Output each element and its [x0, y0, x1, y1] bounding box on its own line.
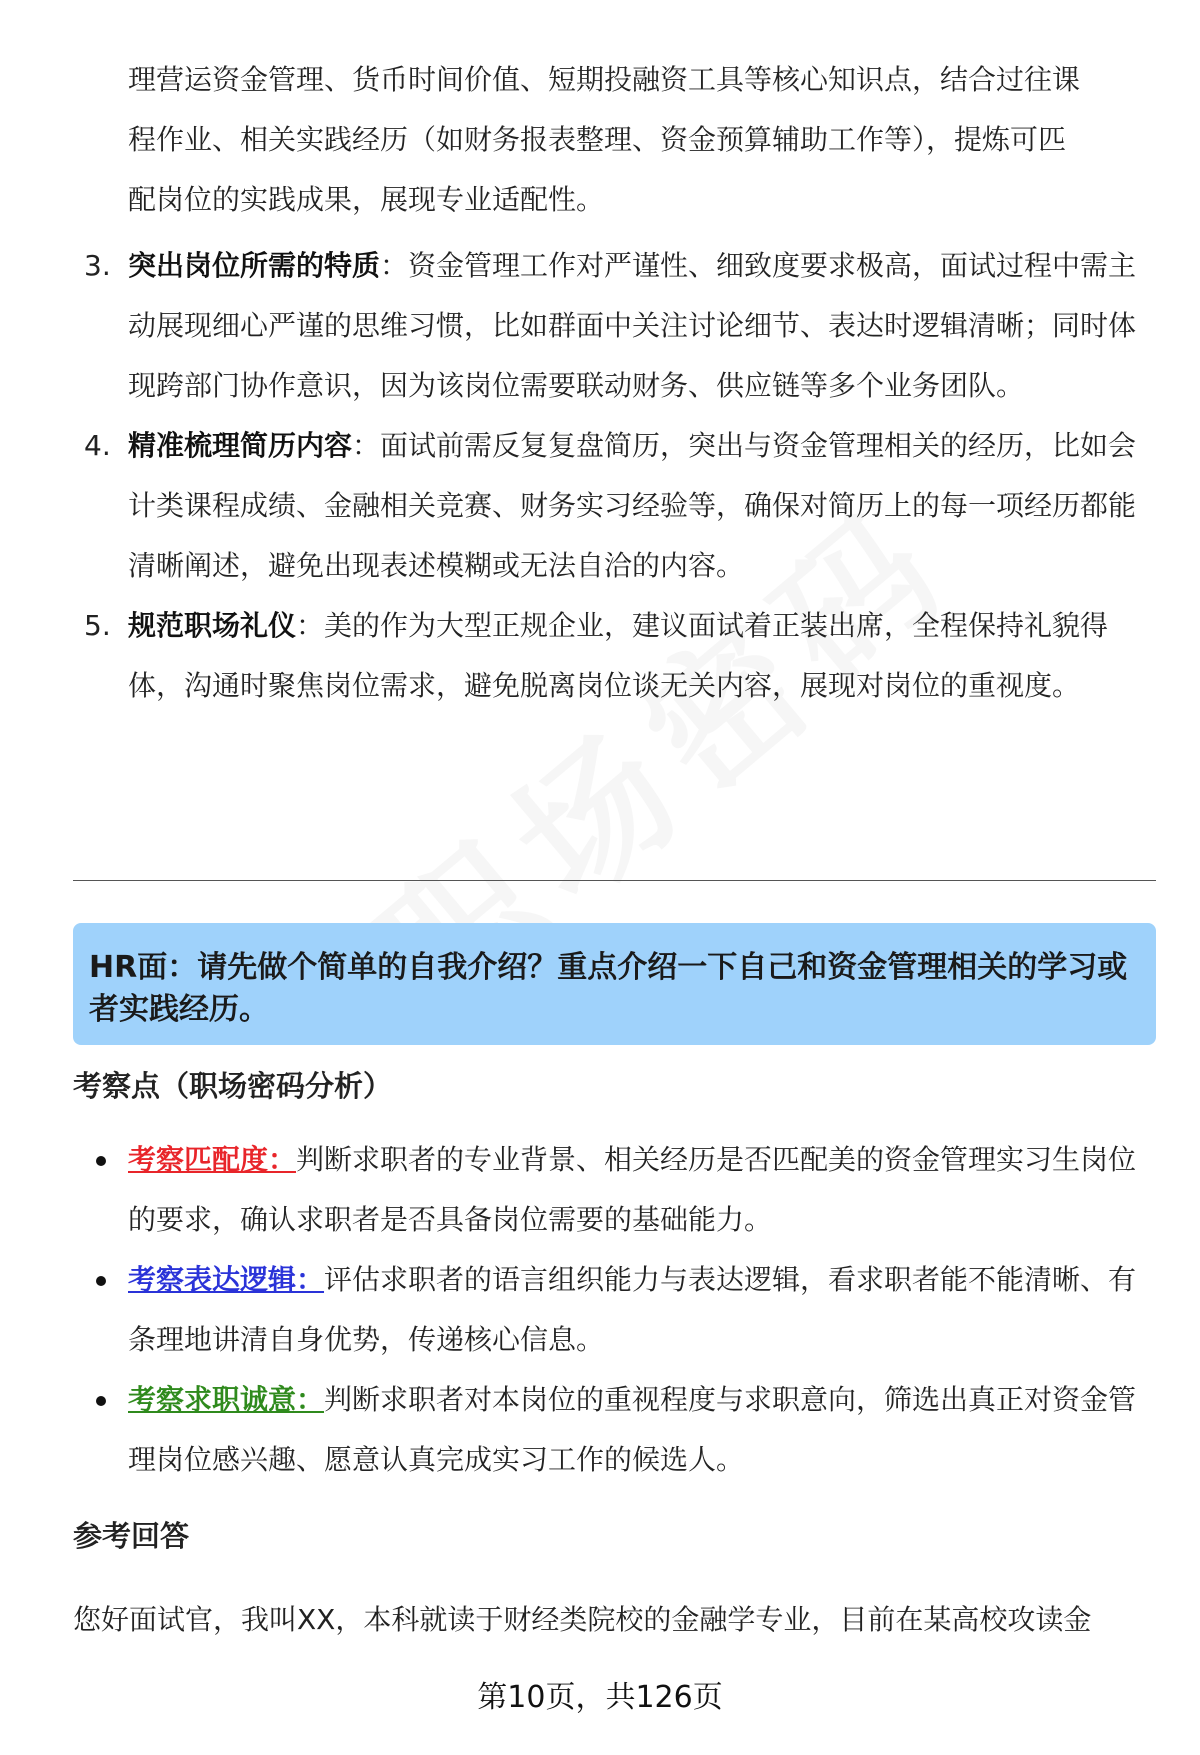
question-box — [73, 923, 1156, 1045]
analysis-text: 判断求职者对本岗位的重视程度与求职意向，筛选出真正对资金管理岗位感兴趣、愿意认真完成实习工作的候选人。 — [128, 1383, 1137, 1476]
analysis-key: 考察求职诚意： — [128, 1383, 325, 1416]
bullet-dot — [96, 1396, 106, 1406]
analysis-heading: 考察点（职场密码分析） — [73, 1069, 393, 1103]
question-text: HR面：请先做个简单的自我介绍？重点介绍一下自己和资金管理相关的学习或者实践经历。 — [89, 950, 1128, 1027]
analysis-item-match — [0, 1130, 1148, 1250]
reference-heading: 参考回答 — [73, 1519, 190, 1553]
paragraph-line: 配岗位的实践成果，展现专业适配性。 — [128, 183, 605, 216]
tip-item-5 — [0, 596, 1148, 716]
reference-answer: 您好面试官，我叫XX，本科就读于财经类院校的金融学专业，目前在某高校攻读金 — [73, 1603, 1092, 1636]
analysis-item-logic — [0, 1250, 1148, 1370]
paragraph-line: 程作业、相关实践经历（如财务报表整理、资金预算辅助工作等），提炼可匹 — [128, 123, 1067, 156]
section-divider — [73, 880, 1156, 881]
tip-title: 规范职场礼仪 — [128, 609, 297, 642]
tip-item-3 — [0, 236, 1148, 416]
list-number: 3. — [84, 249, 111, 282]
list-number: 5. — [84, 609, 111, 642]
list-number: 4. — [84, 429, 111, 462]
tip-title: 精准梳理简历内容 — [128, 429, 353, 462]
analysis-key: 考察匹配度： — [128, 1143, 297, 1176]
tip-title: 突出岗位所需的特质 — [128, 249, 381, 282]
tip-text: ：资金管理工作对严谨性、细致度要求极高，面试过程中需主动展现细心严谨的思维习惯，比如群面中关注讨论细节、表达时逻辑清晰；同时体现跨部门协作意识，因为该岗位需要联动财务、供应链等多个业务团队。 — [128, 249, 1137, 402]
analysis-item-sincerity — [0, 1370, 1148, 1490]
tips-list — [0, 236, 1200, 716]
tip-text: ：面试前需反复复盘简历，突出与资金管理相关的经历，比如会计类课程成绩、金融相关竞赛、财务实习经验等，确保对简历上的每一项经历都能清晰阐述，避免出现表述模糊或无法自洽的内容。 — [128, 429, 1137, 582]
analysis-list — [0, 1130, 1200, 1490]
paragraph-line: 理营运资金管理、货币时间价值、短期投融资工具等核心知识点，结合过往课 — [128, 63, 1081, 96]
page-number: 第10页，共126页 — [477, 1680, 723, 1715]
continued-paragraph — [128, 50, 1080, 230]
analysis-key: 考察表达逻辑： — [128, 1263, 325, 1296]
tip-item-4 — [0, 416, 1148, 596]
analysis-text: 评估求职者的语言组织能力与表达逻辑，看求职者能不能清晰、有条理地讲清自身优势，传递核心信息。 — [128, 1263, 1137, 1356]
analysis-text: 判断求职者的专业背景、相关经历是否匹配美的资金管理实习生岗位的要求，确认求职者是否具备岗位需要的基础能力。 — [128, 1143, 1137, 1236]
bullet-dot — [96, 1156, 106, 1166]
tip-text: ：美的作为大型正规企业，建议面试着正装出席，全程保持礼貌得体，沟通时聚焦岗位需求，避免脱离岗位谈无关内容，展现对岗位的重视度。 — [128, 609, 1109, 702]
bullet-dot — [96, 1276, 106, 1286]
